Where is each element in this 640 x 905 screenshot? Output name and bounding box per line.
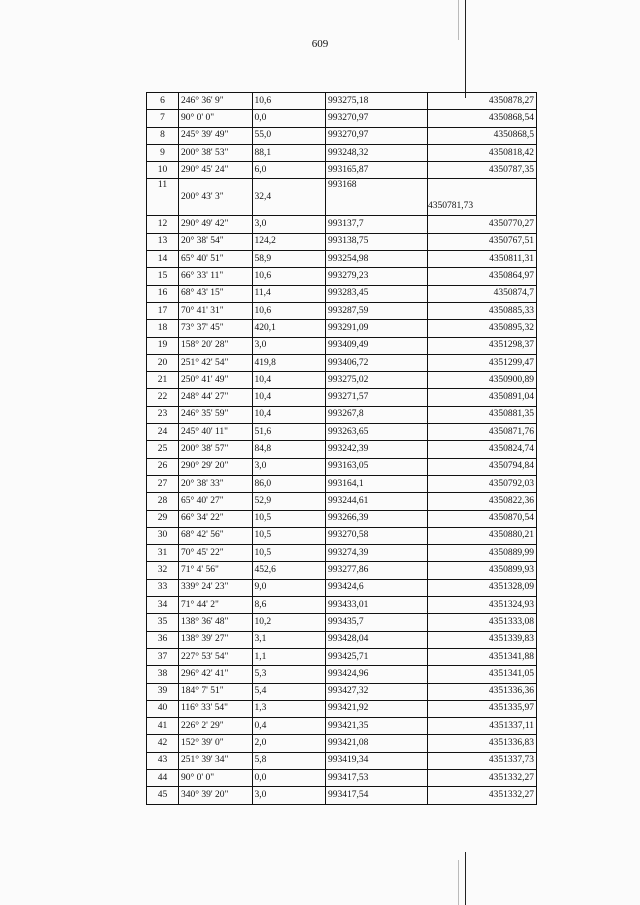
cell-y: 4350868,5 [428, 127, 537, 144]
table-row [147, 162, 537, 179]
cell-distance: 3,0 [252, 337, 326, 354]
cell-num: 11 [147, 179, 179, 216]
cell-x: 993274,39 [326, 545, 428, 562]
cell-x: 993137,7 [326, 216, 428, 233]
cell-num: 36 [147, 631, 179, 648]
table-row [147, 251, 537, 268]
cell-x: 993279,23 [326, 268, 428, 285]
table-row [147, 233, 537, 250]
cell-y: 4350767,51 [428, 233, 537, 250]
cell-distance: 5,4 [252, 683, 326, 700]
cell-angle: 138° 39' 27" [179, 631, 253, 648]
cell-num: 37 [147, 648, 179, 665]
cell-y: 4351332,27 [428, 787, 537, 804]
table-row [147, 752, 537, 769]
table-row [147, 302, 537, 319]
cell-x: 993270,97 [326, 127, 428, 144]
cell-angle: 70° 41' 31" [179, 302, 253, 319]
cell-angle: 245° 39' 49" [179, 127, 253, 144]
cell-x: 993248,32 [326, 144, 428, 161]
cell-x: 993267,8 [326, 406, 428, 423]
cell-angle: 116° 33' 54" [179, 700, 253, 717]
cell-distance: 10,2 [252, 614, 326, 631]
table-row [147, 354, 537, 371]
cell-x: 993244,61 [326, 493, 428, 510]
cell-distance: 5,8 [252, 752, 326, 769]
table-row [147, 144, 537, 161]
cell-num: 43 [147, 752, 179, 769]
cell-y: 4350822,36 [428, 493, 537, 510]
table-row [147, 268, 537, 285]
table-row [147, 110, 537, 127]
cell-num: 17 [147, 302, 179, 319]
cell-y: 4350811,31 [428, 251, 537, 268]
table-row [147, 510, 537, 527]
cell-num: 32 [147, 562, 179, 579]
table-row [147, 579, 537, 596]
cell-y: 4351341,05 [428, 666, 537, 683]
cell-y: 4350889,99 [428, 545, 537, 562]
table-row [147, 527, 537, 544]
cell-x: 993409,49 [326, 337, 428, 354]
cell-x: 993428,04 [326, 631, 428, 648]
cell-x: 993421,35 [326, 718, 428, 735]
cell-distance: 9,0 [252, 579, 326, 596]
cell-y: 4350787,35 [428, 162, 537, 179]
cell-num: 18 [147, 320, 179, 337]
cell-y: 4351333,08 [428, 614, 537, 631]
cell-y: 4350824,74 [428, 441, 537, 458]
cell-x: 993421,08 [326, 735, 428, 752]
cell-num: 45 [147, 787, 179, 804]
cell-y: 4351336,36 [428, 683, 537, 700]
cell-angle: 66° 33' 11" [179, 268, 253, 285]
cell-distance: 84,8 [252, 441, 326, 458]
cell-num: 16 [147, 285, 179, 302]
table-row [147, 424, 537, 441]
cell-angle: 138° 36' 48" [179, 614, 253, 631]
table-row [147, 372, 537, 389]
cell-distance: 10,5 [252, 510, 326, 527]
cell-num: 31 [147, 545, 179, 562]
cell-y: 4351299,47 [428, 354, 537, 371]
cell-angle: 90° 0' 0" [179, 110, 253, 127]
cell-num: 35 [147, 614, 179, 631]
cell-num: 42 [147, 735, 179, 752]
cell-angle: 68° 42' 56" [179, 527, 253, 544]
cell-angle: 71° 44' 2" [179, 597, 253, 614]
table-row [147, 648, 537, 665]
cell-angle: 20° 38' 33" [179, 475, 253, 492]
cell-y: 4350874,7 [428, 285, 537, 302]
cell-num: 6 [147, 93, 179, 110]
cell-num: 44 [147, 769, 179, 786]
cell-num: 19 [147, 337, 179, 354]
table-row [147, 597, 537, 614]
table-row [147, 735, 537, 752]
table-row [147, 458, 537, 475]
table-row [147, 545, 537, 562]
table-row [147, 179, 537, 216]
page-number: 609 [311, 38, 329, 50]
cell-distance: 2,0 [252, 735, 326, 752]
cell-num: 15 [147, 268, 179, 285]
cell-angle: 184° 7' 51" [179, 683, 253, 700]
cell-angle: 296° 42' 41" [179, 666, 253, 683]
cell-x: 993168 [326, 179, 428, 216]
cell-angle: 73° 37' 45" [179, 320, 253, 337]
cell-y: 4351335,97 [428, 700, 537, 717]
cell-num: 23 [147, 406, 179, 423]
cell-angle: 20° 38' 54" [179, 233, 253, 250]
cell-num: 30 [147, 527, 179, 544]
cell-angle: 70° 45' 22" [179, 545, 253, 562]
cell-angle: 200° 43' 3" [179, 179, 253, 216]
cell-y: 4350895,32 [428, 320, 537, 337]
table-row [147, 700, 537, 717]
cell-angle: 246° 36' 9" [179, 93, 253, 110]
table-row [147, 787, 537, 804]
cell-angle: 248° 44' 27" [179, 389, 253, 406]
cell-y: 4350891,04 [428, 389, 537, 406]
table-row [147, 285, 537, 302]
cell-num: 41 [147, 718, 179, 735]
table-row [147, 406, 537, 423]
cell-y: 4351328,09 [428, 579, 537, 596]
cell-distance: 11,4 [252, 285, 326, 302]
cell-y: 4350792,03 [428, 475, 537, 492]
cell-y: 4351324,93 [428, 597, 537, 614]
table-row [147, 389, 537, 406]
cell-num: 14 [147, 251, 179, 268]
cell-angle: 158° 20' 28" [179, 337, 253, 354]
cell-distance: 86,0 [252, 475, 326, 492]
table-row [147, 441, 537, 458]
cell-num: 20 [147, 354, 179, 371]
table-row [147, 93, 537, 110]
cell-num: 22 [147, 389, 179, 406]
cell-angle: 290° 49' 42" [179, 216, 253, 233]
cell-y: 4351336,83 [428, 735, 537, 752]
cell-x: 993419,34 [326, 752, 428, 769]
cell-distance: 88,1 [252, 144, 326, 161]
cell-x: 993433,01 [326, 597, 428, 614]
cell-y: 4350794,84 [428, 458, 537, 475]
table-row [147, 631, 537, 648]
table-row [147, 216, 537, 233]
table-row [147, 683, 537, 700]
cell-x: 993291,09 [326, 320, 428, 337]
cell-num: 26 [147, 458, 179, 475]
cell-distance: 419,8 [252, 354, 326, 371]
cell-y: 4351298,37 [428, 337, 537, 354]
cell-distance: 32,4 [252, 179, 326, 216]
cell-angle: 290° 29' 20" [179, 458, 253, 475]
cell-x: 993421,92 [326, 700, 428, 717]
cell-y: 4350878,27 [428, 93, 537, 110]
cell-angle: 290° 45' 24" [179, 162, 253, 179]
cell-angle: 226° 2' 29" [179, 718, 253, 735]
cell-num: 27 [147, 475, 179, 492]
cell-num: 7 [147, 110, 179, 127]
cell-x: 993270,97 [326, 110, 428, 127]
cell-y: 4350871,76 [428, 424, 537, 441]
cell-distance: 1,3 [252, 700, 326, 717]
cell-num: 34 [147, 597, 179, 614]
cell-y: 4351332,27 [428, 769, 537, 786]
cell-distance: 10,4 [252, 406, 326, 423]
cell-y: 4350870,54 [428, 510, 537, 527]
cell-angle: 200° 38' 53" [179, 144, 253, 161]
cell-distance: 3,0 [252, 787, 326, 804]
table-row [147, 127, 537, 144]
cell-angle: 71° 4' 56" [179, 562, 253, 579]
margin-line [465, 0, 466, 98]
cell-x: 993435,7 [326, 614, 428, 631]
cell-x: 993424,6 [326, 579, 428, 596]
cell-distance: 3,0 [252, 216, 326, 233]
cell-x: 993271,57 [326, 389, 428, 406]
cell-distance: 6,0 [252, 162, 326, 179]
cell-distance: 10,4 [252, 372, 326, 389]
cell-angle: 250° 41' 49" [179, 372, 253, 389]
cell-y: 4350880,21 [428, 527, 537, 544]
cell-angle: 339° 24' 23" [179, 579, 253, 596]
cell-x: 993164,1 [326, 475, 428, 492]
table-row [147, 666, 537, 683]
cell-x: 993277,86 [326, 562, 428, 579]
margin-line [465, 852, 466, 905]
cell-distance: 0,4 [252, 718, 326, 735]
cell-distance: 1,1 [252, 648, 326, 665]
scan-artifact [458, 860, 459, 905]
cell-distance: 10,5 [252, 545, 326, 562]
cell-angle: 227° 53' 54" [179, 648, 253, 665]
coordinates-table [146, 92, 537, 805]
cell-x: 993417,54 [326, 787, 428, 804]
cell-num: 12 [147, 216, 179, 233]
cell-num: 38 [147, 666, 179, 683]
cell-x: 993427,32 [326, 683, 428, 700]
cell-angle: 65° 40' 51" [179, 251, 253, 268]
cell-distance: 58,9 [252, 251, 326, 268]
cell-y: 4350781,73 [428, 179, 537, 216]
cell-x: 993163,05 [326, 458, 428, 475]
table-row [147, 769, 537, 786]
cell-y: 4351341,88 [428, 648, 537, 665]
cell-angle: 68° 43' 15" [179, 285, 253, 302]
cell-angle: 340° 39' 20" [179, 787, 253, 804]
cell-num: 25 [147, 441, 179, 458]
cell-angle: 251° 39' 34" [179, 752, 253, 769]
cell-distance: 3,1 [252, 631, 326, 648]
cell-num: 33 [147, 579, 179, 596]
cell-x: 993275,18 [326, 93, 428, 110]
cell-distance: 5,3 [252, 666, 326, 683]
table-row [147, 614, 537, 631]
cell-y: 4350885,33 [428, 302, 537, 319]
cell-distance: 10,6 [252, 93, 326, 110]
cell-angle: 66° 34' 22" [179, 510, 253, 527]
table-row [147, 718, 537, 735]
cell-num: 40 [147, 700, 179, 717]
cell-distance: 10,6 [252, 268, 326, 285]
cell-y: 4350881,35 [428, 406, 537, 423]
cell-y: 4350900,89 [428, 372, 537, 389]
cell-x: 993424,96 [326, 666, 428, 683]
cell-angle: 200° 38' 57" [179, 441, 253, 458]
cell-y: 4351339,83 [428, 631, 537, 648]
cell-num: 28 [147, 493, 179, 510]
table-row [147, 475, 537, 492]
cell-angle: 245° 40' 11" [179, 424, 253, 441]
cell-distance: 124,2 [252, 233, 326, 250]
cell-x: 993263,65 [326, 424, 428, 441]
cell-y: 4350864,97 [428, 268, 537, 285]
cell-x: 993138,75 [326, 233, 428, 250]
cell-y: 4351337,11 [428, 718, 537, 735]
cell-distance: 8,6 [252, 597, 326, 614]
cell-distance: 10,6 [252, 302, 326, 319]
cell-num: 8 [147, 127, 179, 144]
cell-distance: 55,0 [252, 127, 326, 144]
cell-y: 4350770,27 [428, 216, 537, 233]
cell-distance: 452,6 [252, 562, 326, 579]
cell-angle: 152° 39' 0" [179, 735, 253, 752]
cell-distance: 0,0 [252, 110, 326, 127]
cell-x: 993283,45 [326, 285, 428, 302]
cell-x: 993275,02 [326, 372, 428, 389]
table-row [147, 320, 537, 337]
cell-distance: 420,1 [252, 320, 326, 337]
cell-x: 993254,98 [326, 251, 428, 268]
cell-x: 993406,72 [326, 354, 428, 371]
cell-y: 4350899,93 [428, 562, 537, 579]
cell-distance: 51,6 [252, 424, 326, 441]
cell-num: 39 [147, 683, 179, 700]
cell-angle: 90° 0' 0" [179, 769, 253, 786]
cell-y: 4350818,42 [428, 144, 537, 161]
cell-distance: 52,9 [252, 493, 326, 510]
cell-x: 993165,87 [326, 162, 428, 179]
cell-x: 993266,39 [326, 510, 428, 527]
cell-num: 9 [147, 144, 179, 161]
cell-y: 4351337,73 [428, 752, 537, 769]
cell-num: 10 [147, 162, 179, 179]
cell-distance: 3,0 [252, 458, 326, 475]
cell-num: 29 [147, 510, 179, 527]
cell-angle: 65° 40' 27" [179, 493, 253, 510]
cell-distance: 10,5 [252, 527, 326, 544]
cell-num: 24 [147, 424, 179, 441]
cell-num: 21 [147, 372, 179, 389]
cell-distance: 10,4 [252, 389, 326, 406]
cell-x: 993287,59 [326, 302, 428, 319]
cell-distance: 0,0 [252, 769, 326, 786]
cell-angle: 246° 35' 59" [179, 406, 253, 423]
cell-x: 993242,39 [326, 441, 428, 458]
cell-y: 4350868,54 [428, 110, 537, 127]
table-row [147, 493, 537, 510]
cell-x: 993270,58 [326, 527, 428, 544]
cell-x: 993417,53 [326, 769, 428, 786]
cell-angle: 251° 42' 54" [179, 354, 253, 371]
scan-artifact [458, 0, 459, 40]
table-row [147, 337, 537, 354]
cell-num: 13 [147, 233, 179, 250]
table-row [147, 562, 537, 579]
cell-x: 993425,71 [326, 648, 428, 665]
